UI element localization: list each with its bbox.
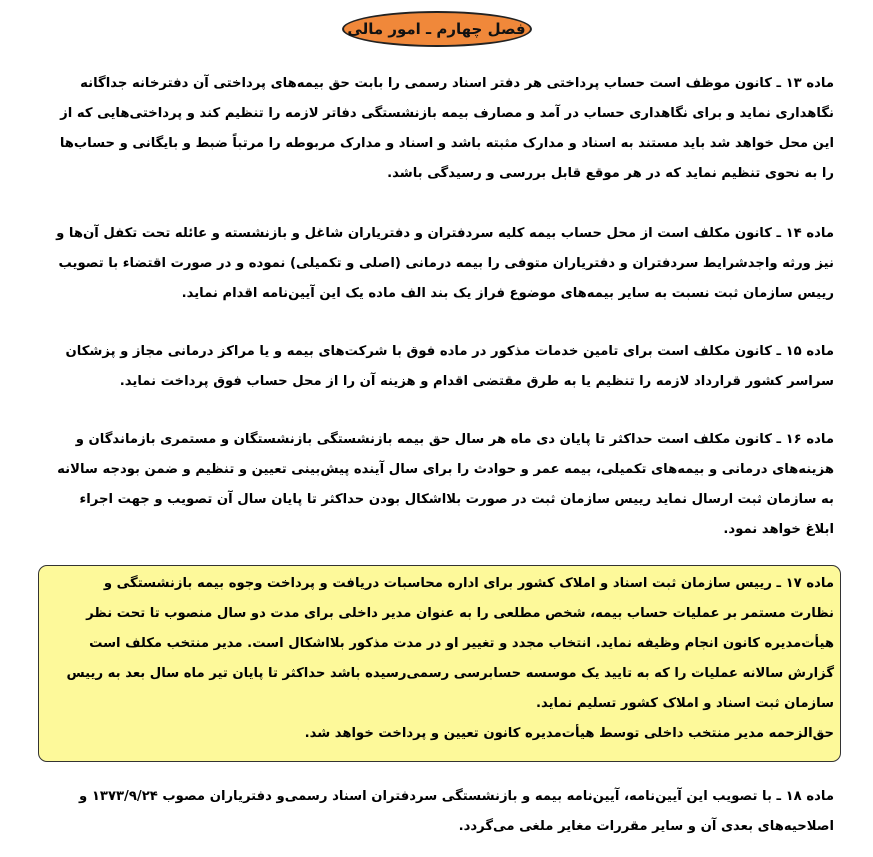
article-15-line-1: ماده ۱۵ ـ کانون مکلف است برای تامین خدمات مذکور در ماده فوق با شرکت‌های بیمه و یا مراکز درمانی مجاز و پزشکان bbox=[65, 344, 834, 359]
section-title-container bbox=[0, 11, 873, 49]
article-14 bbox=[38, 219, 834, 309]
article-18 bbox=[38, 782, 834, 842]
article-17-line-5: سازمان ثبت اسناد و املاک کشور تسلیم نماید. bbox=[535, 696, 834, 711]
article-17-line-6: حق‌الزحمه مدیر منتخب داخلی توسط هیأت‌مدیره کانون تعیین و پرداخت خواهد شد. bbox=[304, 726, 834, 741]
article-16-line-2: هزینه‌های درمانی و بیمه‌های تکمیلی، بیمه عمر و حوادث را برای سال آینده پیش‌بینی تعیین و تنظیم و ضمن بودجه سالانه bbox=[57, 462, 834, 477]
article-13-line-2: نگاهداری نماید و برای نگاهداری حساب در آمد و مصارف بیمه بازنشستگی دفاتر لازمه را تنظیم کند و پرداختی‌هایی که از bbox=[60, 106, 834, 121]
section-title-oval bbox=[342, 11, 532, 47]
article-16-line-3: به سازمان ثبت ارسال نماید رییس سازمان ثبت در صورت بلااشکال بودن حداکثر تا پایان سال آن تصویب و جهت اجراء bbox=[79, 492, 834, 507]
article-17-line-1: ماده ۱۷ ـ رییس سازمان ثبت اسناد و املاک کشور برای اداره محاسبات دریافت و پرداخت وجوه بیمه بازنشستگی و bbox=[103, 576, 834, 591]
article-15-line-2: سراسر کشور قرارداد لازمه را تنظیم یا به طرق مقتضی اقدام و هزینه آن را از محل حساب فوق پرداخت نماید. bbox=[119, 374, 834, 389]
article-16-line-4: ابلاغ خواهد نمود. bbox=[723, 522, 834, 537]
article-13-line-4: را به نحوی تنظیم نماید که در هر موقع قابل بررسی و رسیدگی باشد. bbox=[387, 166, 834, 181]
article-14-line-3: رییس سازمان ثبت نسبت به سایر بیمه‌های موضوع فراز یک بند الف ماده یک این آیین‌نامه اقدام نماید. bbox=[181, 286, 834, 301]
article-13-line-1: ماده ۱۳ ـ کانون موظف است حساب پرداختی هر دفتر اسناد رسمی را بابت حق بیمه‌های پرداختی آن دفترخانه جداگانه bbox=[80, 76, 834, 91]
article-13-line-3: این محل خواهد شد باید مستند به اسناد و مدارک مثبته باشد و اسناد و مدارک مربوطه را مرتباً ضبط و بایگانی و حساب‌ها bbox=[59, 136, 834, 151]
article-14-line-2: نیز ورثه واجدشرایط سردفتران و دفتریاران متوفی را بیمه درمانی (اصلی و تکمیلی) نموده و در صورت اقتضاء با تصویب bbox=[58, 256, 834, 271]
article-18-line-2: اصلاحیه‌های بعدی آن و سایر مقررات مغایر ملغی می‌گردد. bbox=[458, 819, 834, 834]
article-16 bbox=[38, 425, 834, 545]
article-17 bbox=[38, 569, 834, 749]
article-14-line-1: ماده ۱۴ ـ کانون مکلف است از محل حساب بیمه کلیه سردفتران و دفتریاران شاغل و بازنشسته و عائله تحت تکفل آن‌ها و bbox=[56, 226, 834, 241]
section-title: فصل چهارم ـ امور مالی bbox=[347, 20, 526, 38]
article-17-line-4: گزارش سالانه عملیات را که به تایید یک موسسه حسابرسی رسمی‌رسیده باشد حداکثر تا پایان تیر ماه سال بعد به رییس bbox=[66, 666, 834, 681]
article-18-line-1: ماده ۱۸ ـ با تصویب این آیین‌نامه، آیین‌نامه بیمه و بازنشستگی سردفتران اسناد رسمی‌و دفتریاران مصوب ۱۳۷۳/۹/۲۴ و bbox=[79, 789, 834, 804]
article-13 bbox=[38, 69, 834, 189]
article-15 bbox=[38, 337, 834, 397]
article-16-line-1: ماده ۱۶ ـ کانون مکلف است حداکثر تا پایان دی ماه هر سال حق بیمه بازنشستگی بازنشستگان و مستمری بازماندگان و bbox=[75, 432, 834, 447]
article-17-line-2: نظارت مستمر بر عملیات حساب بیمه، شخص مطلعی را به عنوان مدیر داخلی برای مدت دو سال منصوب تا تحت نظر bbox=[86, 606, 834, 621]
article-17-line-3: هیأت‌مدیره کانون انجام وظیفه نماید. انتخاب مجدد و تغییر او در مدت مذکور بلااشکال است. مدیر منتخب مکلف است bbox=[89, 636, 834, 651]
